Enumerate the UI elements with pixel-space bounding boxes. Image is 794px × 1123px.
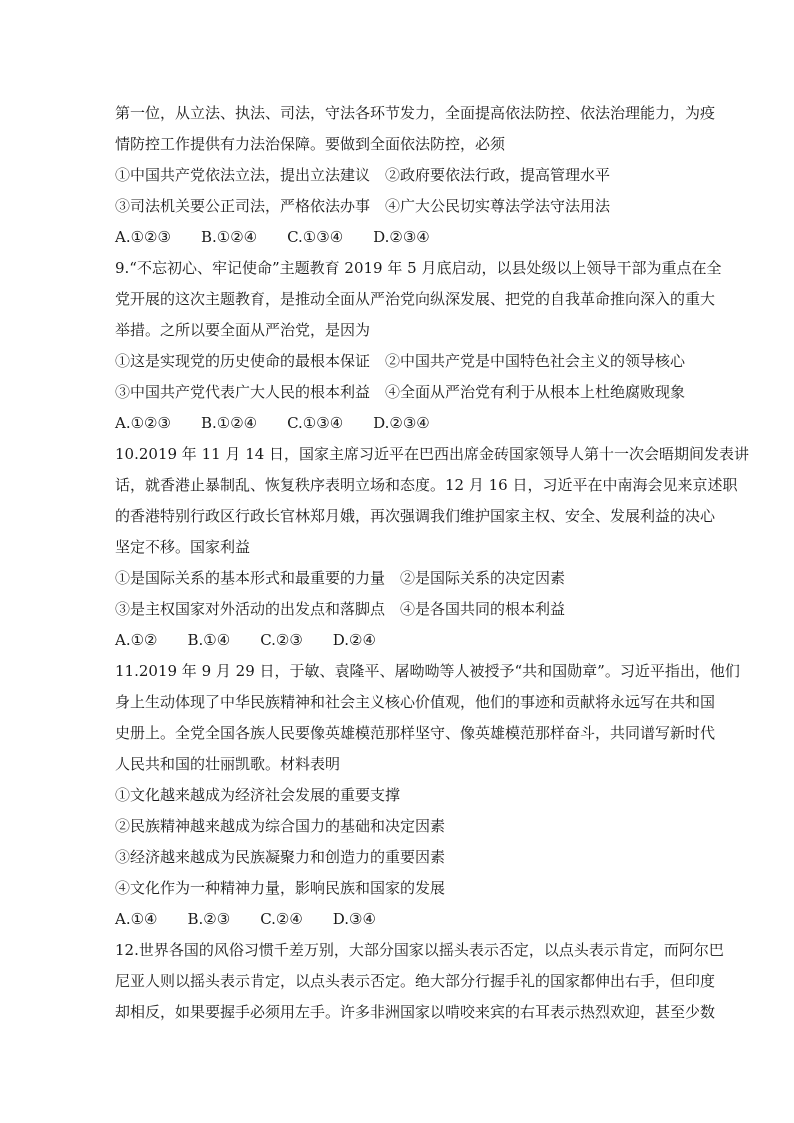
choice-b: B.①④: [187, 631, 231, 649]
question-9-statements-row: [115, 381, 685, 403]
statement-3: ③中国共产党代表广大人民的根本利益: [115, 383, 371, 401]
question-11-text-line: 史册上。全党全国各族人民要像英雄模范那样坚守、像英雄模范那样奋斗，共同谱写新时代: [115, 724, 716, 742]
question-10-choices: [115, 629, 406, 651]
statement-2: ②是国际关系的决定因素: [400, 569, 566, 587]
choice-d: D.②③④: [373, 228, 430, 246]
question-10-text-line: 的香港特别行政区行政长官林郑月娥，再次强调我们维护国家主权、安全、发展利益的决心: [115, 507, 716, 525]
statement-1: ①是国际关系的基本形式和最重要的力量: [115, 569, 386, 587]
choice-c: C.②④: [260, 910, 303, 928]
question-9-statements-row: [115, 350, 685, 372]
choice-c: C.①③④: [287, 228, 344, 246]
choice-b: B.②③: [187, 910, 231, 928]
question-8-statements-row: [115, 195, 610, 217]
choice-c: C.①③④: [287, 414, 344, 432]
question-11-text-line: 11.2019 年 9 月 29 日，于敏、袁隆平、屠呦呦等人被授予“共和国勋章”。习近平指出，他们: [115, 662, 740, 680]
choice-d: D.③④: [332, 910, 376, 928]
statement-4: ④文化作为一种精神力量，影响民族和国家的发展: [115, 879, 446, 897]
question-10-statements-row: [115, 567, 565, 589]
question-9-text-line: 9.“不忘初心、牢记使命”主题教育 2019 年 5 月底启动，以县处级以上领导干部为重点在全: [115, 259, 722, 277]
choice-a: A.①④: [115, 910, 158, 928]
choice-d: D.②③④: [373, 414, 430, 432]
question-9-text-line: 党开展的这次主题教育，是推动全面从严治党向纵深发展、把党的自我革命推向深入的重大: [115, 290, 716, 308]
choice-b: B.①②④: [200, 228, 258, 246]
statement-1: ①中国共产党依法立法，提出立法建议: [115, 166, 371, 184]
question-10-text-line: 话，就香港止暴制乱、恢复秩序表明立场和态度。12 月 16 日，习近平在中南海会见来京述职: [115, 476, 738, 494]
statement-2: ②政府要依法行政，提高管理水平: [385, 166, 611, 184]
question-9-choices: [115, 412, 460, 434]
choice-a: A.①②: [115, 631, 158, 649]
statement-2: ②中国共产党是中国特色社会主义的领导核心: [385, 352, 686, 370]
question-8-choices: [115, 226, 460, 248]
statement-4: ④广大公民切实尊法学法守法用法: [385, 197, 611, 215]
statement-4: ④全面从严治党有利于从根本上杜绝腐败现象: [385, 383, 686, 401]
statement-3: ③是主权国家对外活动的出发点和落脚点: [115, 600, 386, 618]
statement-3: ③司法机关要公正司法，严格依法办事: [115, 197, 371, 215]
question-12-text-line: 却相反，如果要握手必须用左手。许多非洲国家以啃咬来宾的右耳表示热烈欢迎，甚至少数: [115, 1003, 716, 1021]
statement-2: ②民族精神越来越成为综合国力的基础和决定因素: [115, 817, 446, 835]
choice-a: A.①②③: [115, 414, 171, 432]
statement-1: ①这是实现党的历史使命的最根本保证: [115, 352, 371, 370]
question-11-text-line: 身上生动体现了中华民族精神和社会主义核心价值观，他们的事迹和贡献将永远写在共和国: [115, 693, 716, 711]
statement-3: ③经济越来越成为民族凝聚力和创造力的重要因素: [115, 848, 446, 866]
question-9-text-line: 举措。之所以要全面从严治党，是因为: [115, 321, 371, 339]
question-8-text-line: 情防控工作提供有力法治保障。要做到全面依法防控，必须: [115, 135, 506, 153]
question-12-text-line: 尼亚人则以摇头表示肯定，以点头表示否定。绝大部分行握手礼的国家都伸出右手，但印度: [115, 972, 716, 990]
statement-4: ④是各国共同的根本利益: [400, 600, 566, 618]
choice-c: C.②③: [260, 631, 303, 649]
question-10-text-line: 坚定不移。国家利益: [115, 538, 251, 556]
question-11-text-line: 人民共和国的壮丽凯歌。材料表明: [115, 755, 341, 773]
statement-1: ①文化越来越成为经济社会发展的重要支撑: [115, 786, 401, 804]
question-8-statements-row: [115, 164, 610, 186]
choice-b: B.①②④: [200, 414, 258, 432]
choice-d: D.②④: [332, 631, 376, 649]
question-10-text-line: 10.2019 年 11 月 14 日，国家主席习近平在巴西出席金砖国家领导人第十一次会晤期间发表讲: [115, 445, 750, 463]
choice-a: A.①②③: [115, 228, 171, 246]
question-10-statements-row: [115, 598, 565, 620]
question-12-text-line: 12.世界各国的风俗习惯千差万别，大部分国家以摇头表示否定，以点头表示肯定，而阿尔巴: [115, 941, 724, 959]
question-11-choices: [115, 908, 406, 930]
question-8-text-line: 第一位，从立法、执法、司法，守法各环节发力，全面提高依法防控、依法治理能力，为疫: [115, 104, 716, 122]
